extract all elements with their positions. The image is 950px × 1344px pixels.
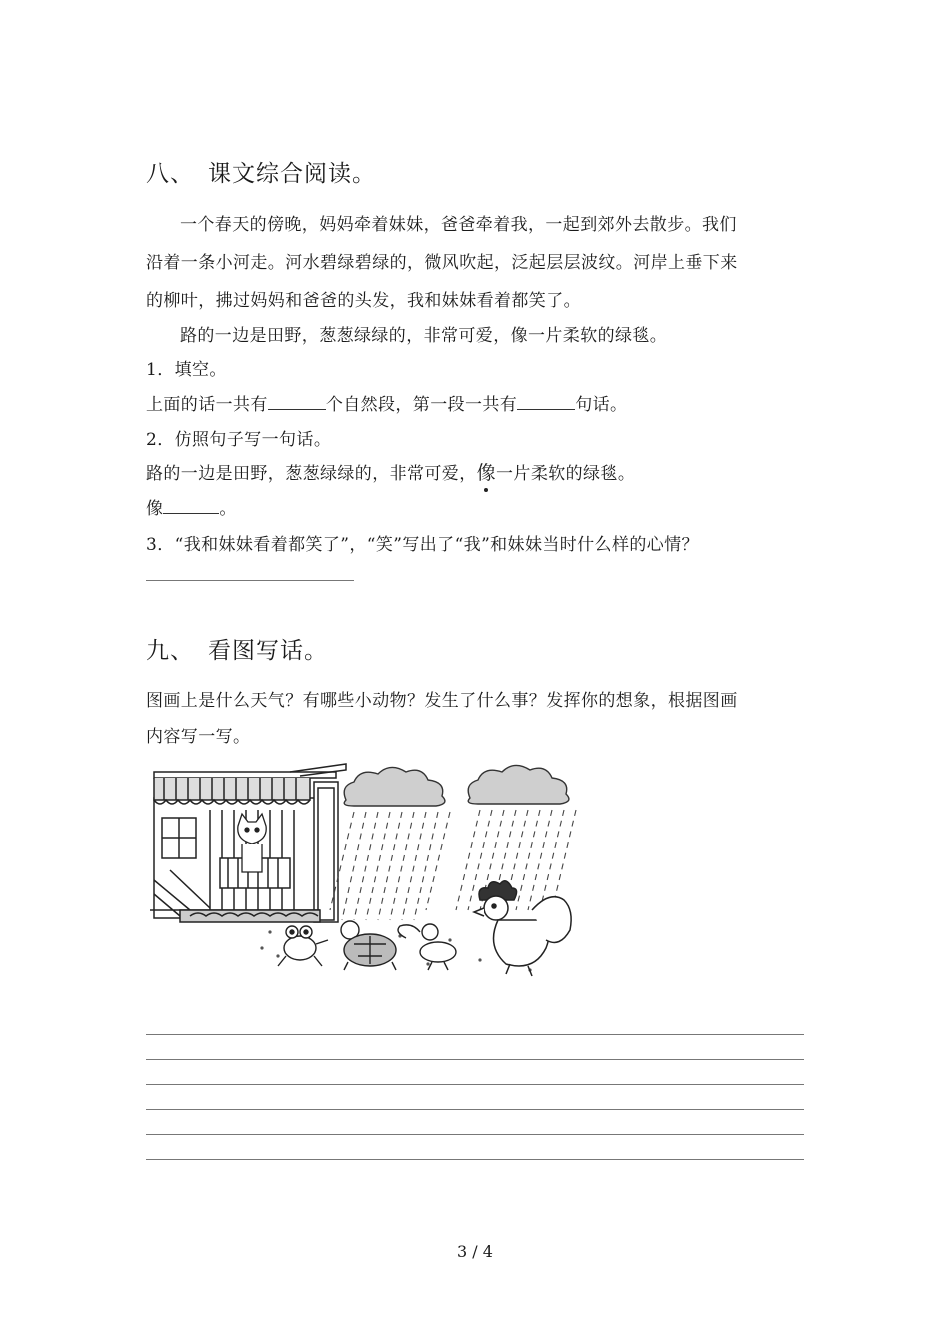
q1-text-c: 句话。: [575, 395, 628, 415]
passage-para2: 路的一边是田野，葱葱绿绿的，非常可爱，像一片柔软的绿毯。: [180, 326, 668, 346]
question-3: 3．“我和妹妹看着都笑了”，“笑”写出了“我”和妹妹当时什么样的心情？: [146, 535, 699, 555]
page-number: 3 / 4: [457, 1242, 493, 1261]
section-9-heading: [146, 632, 328, 665]
q2-answer-end: 。: [219, 499, 237, 519]
q1-text-b: 个自然段，第一段一共有: [325, 395, 518, 415]
q2-example-emphasis: 像: [477, 458, 496, 485]
question-1-title: 1．填空。: [146, 360, 227, 380]
turtle-illustration: [341, 921, 396, 970]
q2-answer-start: 像: [146, 499, 164, 519]
section-8-title: 课文综合阅读。: [208, 161, 376, 187]
question-2-title: 2．仿照句子写一句话。: [146, 430, 332, 450]
section-8-number: 八、: [146, 161, 194, 187]
question-2-example: [146, 458, 635, 485]
question-2-answer: [146, 494, 237, 519]
rainy-day-illustration: [150, 760, 590, 980]
section-9-prompt-line1: 图画上是什么天气？有哪些小动物？发生了什么事？发挥你的想象，根据图画: [146, 691, 738, 711]
section-9-prompt-line2: 内容写一写。: [146, 727, 251, 747]
passage-para1-line3: 的柳叶，拂过妈妈和爸爸的头发，我和妹妹看着都笑了。: [146, 291, 581, 311]
q1-blank-sentences[interactable]: [517, 395, 575, 410]
writing-line-3[interactable]: [146, 1084, 804, 1085]
section-9-number: 九、: [146, 638, 194, 664]
writing-line-5[interactable]: [146, 1134, 804, 1135]
writing-line-2[interactable]: [146, 1059, 804, 1060]
writing-line-4[interactable]: [146, 1109, 804, 1110]
q2-example-b: 一片柔软的绿毯。: [496, 464, 636, 484]
q2-answer-blank[interactable]: [163, 499, 219, 514]
section-9-title: 看图写话。: [208, 638, 328, 664]
writing-line-6[interactable]: [146, 1159, 804, 1160]
frog-illustration: [278, 926, 328, 966]
passage-para1-line2: 沿着一条小河走。河水碧绿碧绿的，微风吹起，泛起层层波纹。河岸上垂下来: [146, 253, 738, 273]
rain-clouds: [344, 765, 569, 806]
question-3-answer-line[interactable]: [146, 580, 354, 581]
q1-blank-paragraphs[interactable]: [268, 395, 326, 410]
q2-example-a: 路的一边是田野，葱葱绿绿的，非常可爱，: [146, 464, 477, 484]
writing-line-1[interactable]: [146, 1034, 804, 1035]
question-1-fill: [146, 390, 627, 415]
q1-text-a: 上面的话一共有: [146, 395, 268, 415]
section-8-heading: [146, 155, 376, 188]
passage-para1-line1: 一个春天的傍晚，妈妈牵着妹妹，爸爸牵着我，一起到郊外去散步。我们: [180, 215, 737, 235]
rooster-illustration: [474, 881, 571, 976]
